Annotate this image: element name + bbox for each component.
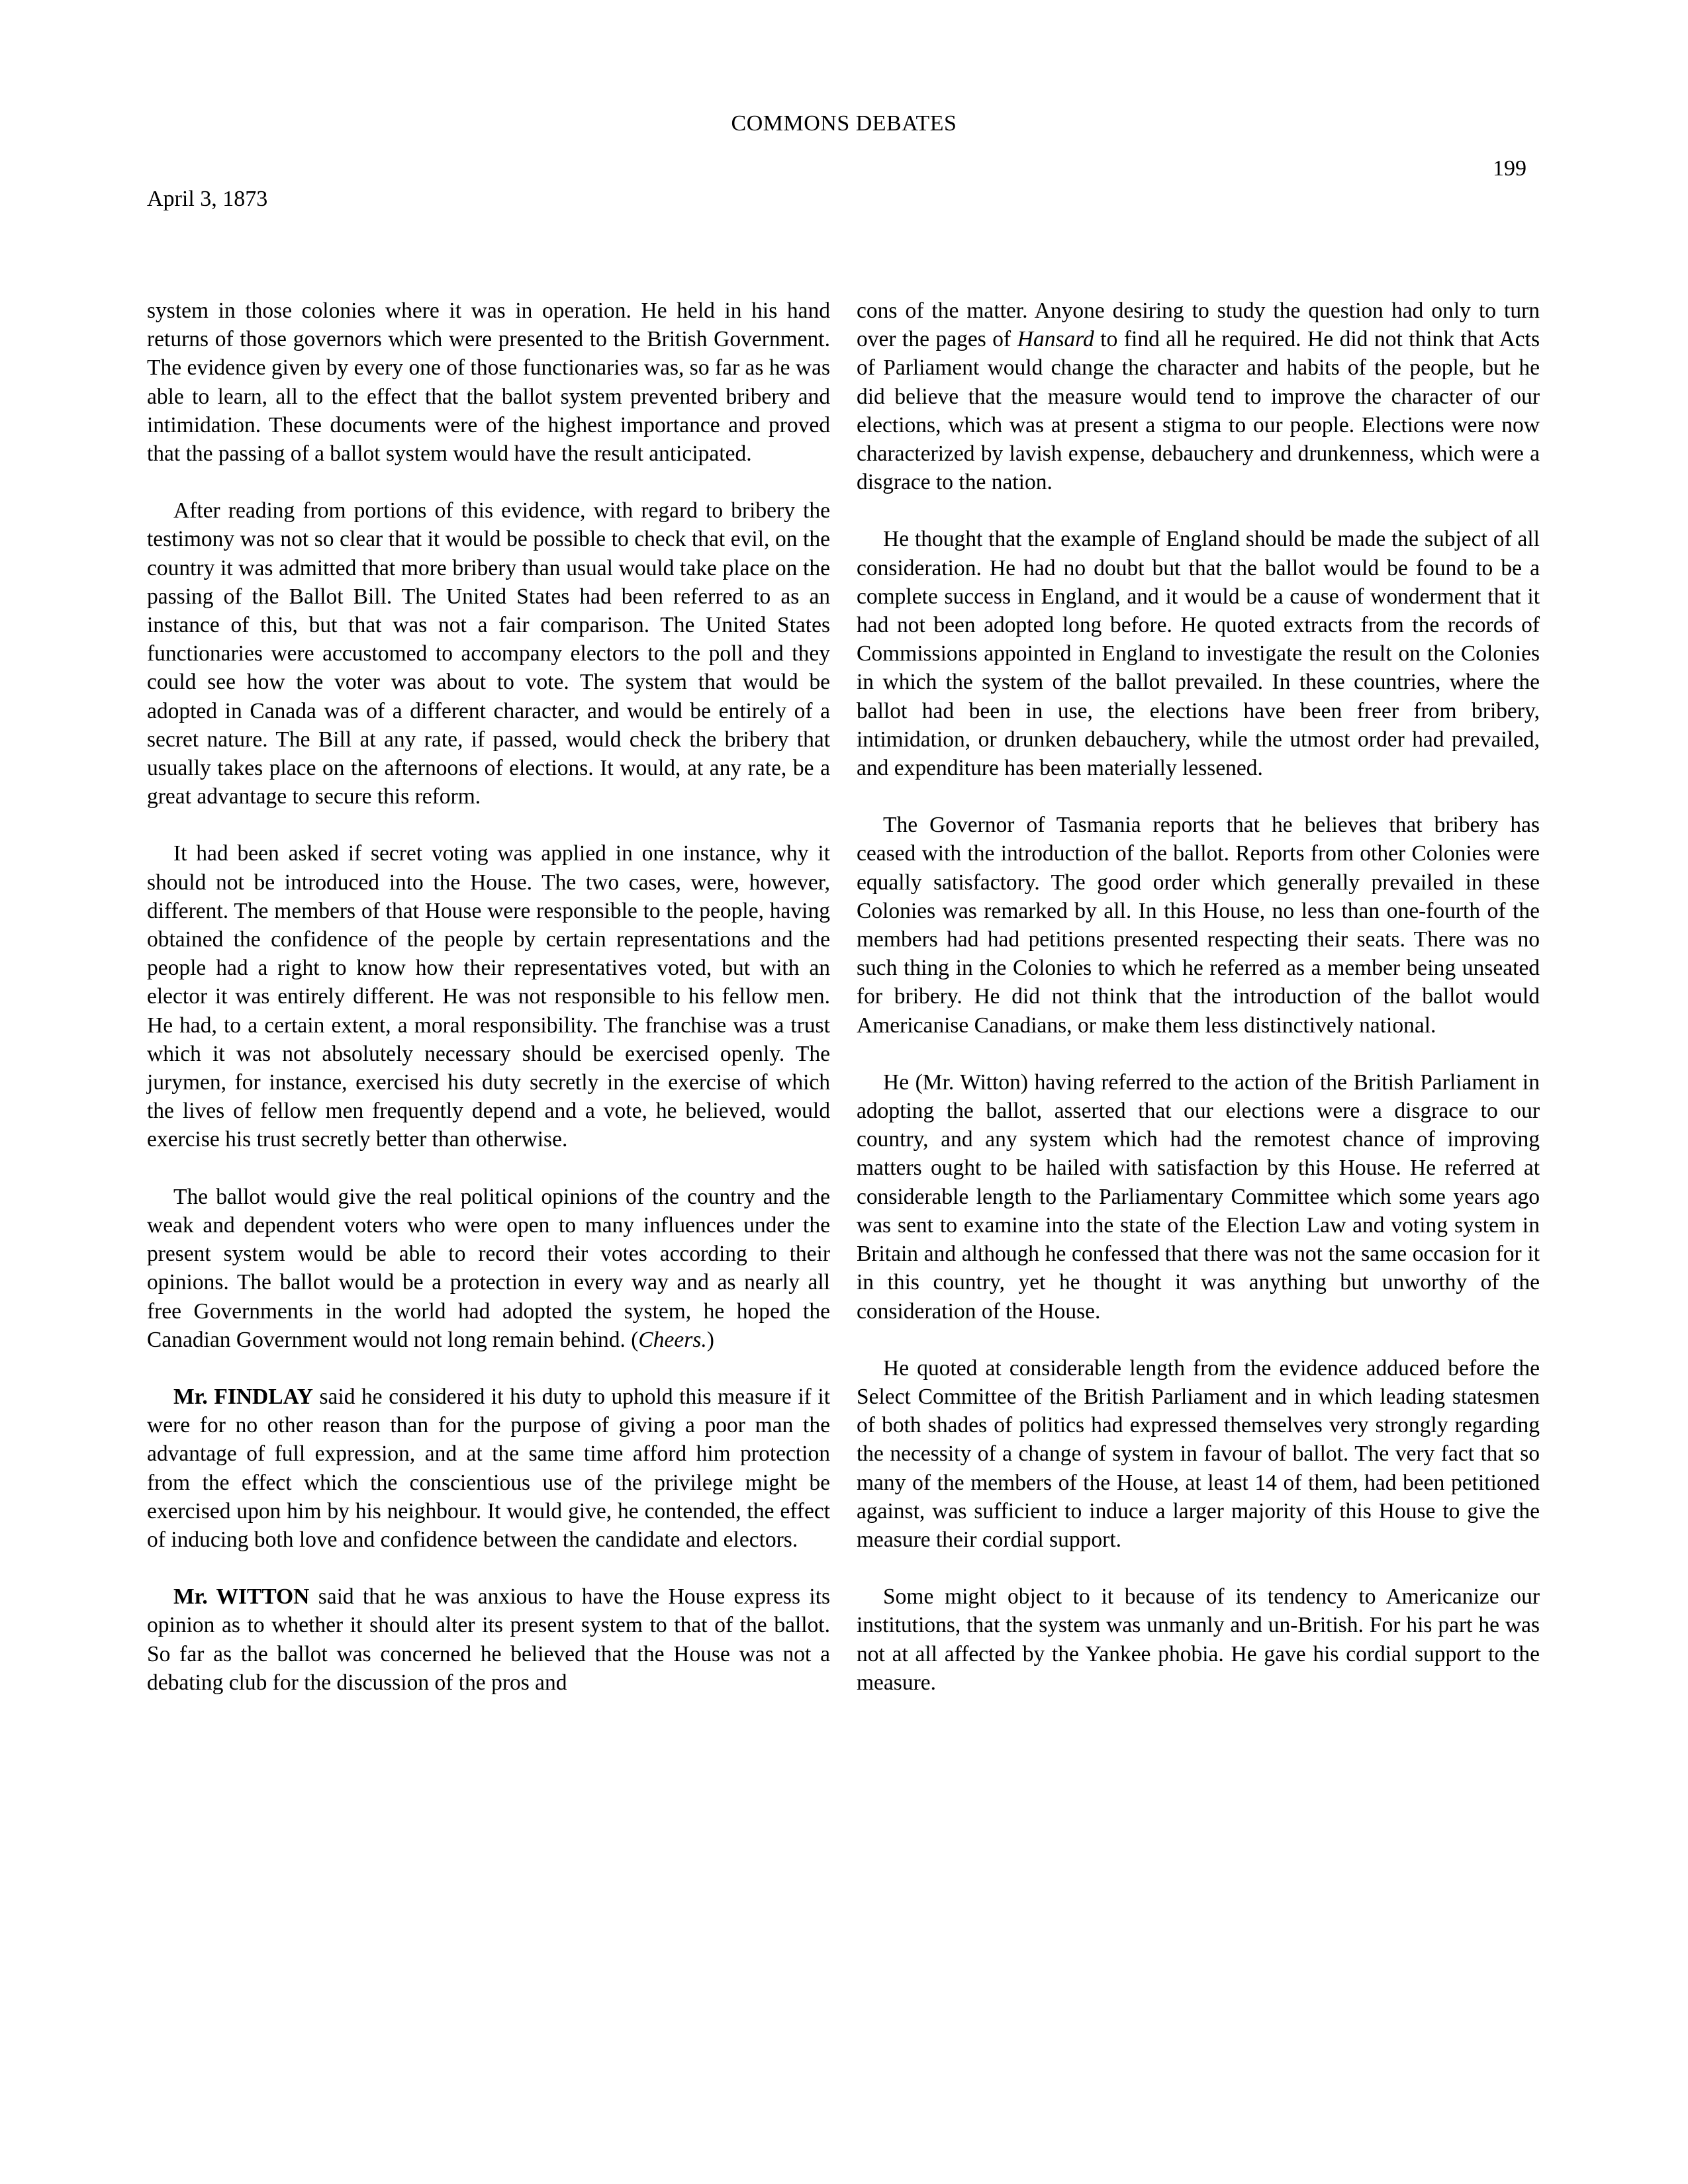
paragraph: He quoted at considerable length from the evidence adduced before the Select Committee of the British Parliament and in which leading statesmen of both shades of politics had expressed themselves very strongly regarding the necessity of a change of system in favour of ballot. The very fact that so many of the members of the House, at least 14 of them, had been petitioned against, was sufficient to induce a larger majority of this House to give the measure their cordial support. bbox=[857, 1355, 1540, 1552]
cheers-interjection: Cheers. bbox=[638, 1327, 707, 1352]
speech-text: said he considered it his duty to uphold this measure if it were for no other reason than for the purpose of giving a poor man the advantage of full expression, and at the same time afford him protection from the effect which the conscientious use of the privilege might be exercised upon him by his neighbour. It would give, he contended, the effect of inducing both love and confidence between the candidate and electors. bbox=[147, 1384, 830, 1552]
date-line: April 3, 1873 bbox=[147, 187, 268, 211]
paragraph: It had been asked if secret voting was applied in one instance, why it should not be introduced into the House. The two cases, were, however, different. The members of that House were responsible to the people, having obtained the confidence of the people by certain representations and the people had a right to know how their representatives voted, but with an elector it was entirely different. He was not responsible to his fellow men. He had, to a certain extent, a moral responsibility. The franchise was a trust which it was not absolutely necessary should be exercised openly. The jurymen, for instance, exercised his duty secretly in the exercise of which the lives of fellow men frequently depend and a vote, he believed, would exercise his trust secretly better than otherwise. bbox=[147, 841, 830, 1152]
paragraph-text: cons of the matter. Anyone desiring to study the question had only to turn over the pages of bbox=[857, 298, 1540, 352]
speech-findlay bbox=[147, 1383, 830, 1554]
speech-witton bbox=[147, 1582, 830, 1697]
running-header: COMMONS DEBATES bbox=[731, 111, 957, 136]
paragraph: He thought that the example of England should be made the subject of all consideration. He had no doubt but that the ballot would be found to be a complete success in England, and it would be a cause of wonderment that it had not been adopted long before. He quoted extracts from the records of Commissions appointed in England to investigate the result on the Colonies in which the system of the ballot prevailed. In these countries, where the ballot had been in use, the elections have been freer from bribery, intimidation, or drunken debauchery, while the utmost order had prevailed, and expenditure has been materially lessened. bbox=[857, 527, 1540, 781]
speech-text: said that he was anxious to have the House express its opinion as to whether it should alter its present system to that of the ballot. So far as the ballot was concerned he believed that the House was not a debating club for the discussion of the pros and bbox=[147, 1584, 830, 1695]
page-number: 199 bbox=[1493, 156, 1526, 181]
paragraph: He (Mr. Witton) having referred to the action of the British Parliament in adopting the ballot, asserted that our elections were a disgrace to our country, and any system which had the remotest chance of improving matters ought to be hailed with satisfaction by this House. He referred at considerable length to the Parliamentary Committee which some years ago was sent to examine into the state of the Election Law and voting system in Britain and although he confessed that there was not the same occasion for it in this country, yet he thought it was anything but unworthy of the consideration of the House. bbox=[857, 1069, 1540, 1324]
paragraph-text: The ballot would give the real political opinions of the country and the weak and dependent voters who were open to many influences under the present system would be able to record their votes according to their opinions. The ballot would be a protection in every way and as nearly all free Governments in the world had adopted the system, he hoped the Canadian Government would not long remain behind. ( bbox=[147, 1184, 830, 1352]
speaker-name: Mr. FINDLAY bbox=[173, 1384, 313, 1409]
paragraph bbox=[147, 1183, 830, 1354]
right-column bbox=[857, 296, 1540, 1725]
paragraph: After reading from portions of this evidence, with regard to bribery the testimony was not so clear that it would be possible to check that evil, on the country it was admitted that more bribery than usual would take place on the passing of the Ballot Bill. The United States had been referred to as an instance of this, but that was not a fair comparison. The United States functionaries were accustomed to accompany electors to the poll and they could see how the voter was about to vote. The system that would be adopted in Canada was of a different character, and would be entirely of a secret nature. The Bill at any rate, if passed, would check the bribery that usually takes place on the afternoons of elections. It would, at any rate, be a great advantage to secure this reform. bbox=[147, 498, 830, 809]
paragraph-text: ) bbox=[706, 1327, 714, 1352]
paragraph: system in those colonies where it was in operation. He held in his hand returns of those governors which were presented to the British Government. The evidence given by every one of those functionaries was, so far as he was able to learn, all to the effect that the ballot system prevented bribery and intimidation. These documents were of the highest importance and proved that the passing of a ballot system would have the result anticipated. bbox=[147, 298, 830, 467]
paragraph: The Governor of Tasmania reports that he believes that bribery has ceased with the introduction of the ballot. Reports from other Colonies were equally satisfactory. The good order which generally prevailed in these Colonies was remarked by all. In this House, no less than one-fourth of the members had had petitions presented respecting their seats. There was no such thing in the Colonies to which he referred as a member being unseated for bribery. He did not think that the introduction of the ballot would Americanise Canadians, or make them less distinctively national. bbox=[857, 813, 1540, 1038]
paragraph-text: to find all he required. He did not think that Acts of Parliament would change the character and habits of the people, but he did believe that the measure would tend to improve the character of our elections, which was at present a stigma to our people. Elections were now characterized by lavish expense, debauchery and drunkenness, which were a disgrace to the nation. bbox=[857, 327, 1540, 495]
left-column bbox=[147, 296, 830, 1725]
hansard-reference: Hansard bbox=[1017, 327, 1094, 352]
speaker-name: Mr. WITTON bbox=[173, 1584, 310, 1610]
paragraph: Some might object to it because of its tendency to Americanize our institutions, that the system was unmanly and un-British. For his part he was not at all affected by the Yankee phobia. He gave his cordial support to the measure. bbox=[857, 1584, 1540, 1695]
paragraph bbox=[857, 296, 1540, 496]
